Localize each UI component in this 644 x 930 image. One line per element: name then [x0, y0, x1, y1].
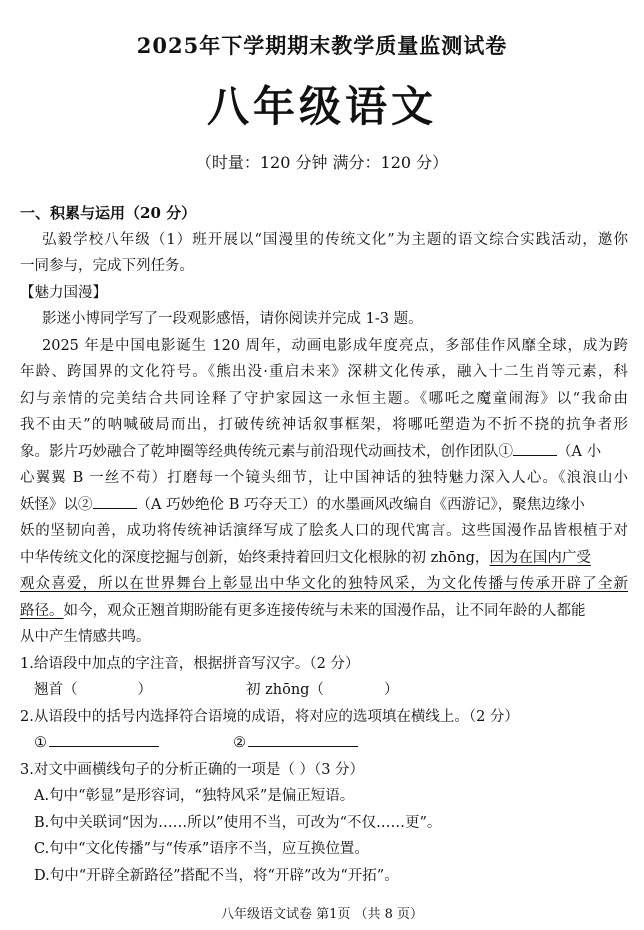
passage-text: 如今，观众正翘首期盼能有更多连接传统与未来的国漫作品，让不同年龄的人都能: [63, 602, 586, 619]
passage-text: 象。影片巧妙融合了乾坤圈等经典传统元素与前沿现代动画技术，创作团队①: [20, 443, 513, 460]
passage-line: 心翼翼 B 一丝不苟）打磨每一个镜头细节，让中国神话的独特魅力深入人心。《浪浪山小: [20, 470, 628, 486]
underlined-sentence: 路径。: [20, 602, 64, 619]
q1-item-1: [34, 677, 152, 704]
q3-option-c: C.句中“文化传播”与“传承”语序不当，应互换位置。: [34, 841, 369, 857]
q2-blank-1-label: ①: [34, 735, 47, 751]
task-line: 影迷小博同学写了一段观影感悟，请你阅读并完成 1-3 题。: [42, 311, 423, 327]
passage-line: [20, 439, 628, 466]
q2-blank-2-label: ②: [233, 735, 246, 751]
passage-line: [20, 545, 628, 572]
question-2-stem: 2.从语段中的括号内选择符合语境的成语，将对应的选项填在横线上。（2 分）: [20, 708, 519, 725]
passage-line: 从中产生情感共鸣。: [20, 629, 151, 645]
passage-line: 我不由天”的呐喊破局而出，打破传统神话叙事框架，将哪吒塑造为不折不挠的抗争者形: [20, 417, 628, 433]
time-info: （时量：120 分钟 满分：120 分）: [195, 153, 449, 172]
passage-text: 中华传统文化的深度挖掘与创新，始终秉持着回归文化根脉的初 zhōng，: [20, 549, 490, 566]
passage-text: 妖怪》以②: [20, 496, 93, 513]
passage-line: 幻与亲情的完美结合共同诠释了守护家园这一永恒主题。《哪吒之魔童闹海》以“我命由: [20, 390, 628, 407]
q1-item-2: [246, 677, 398, 704]
q2-answer-2[interactable]: [248, 730, 358, 747]
passage-line: 年龄、跨国界的文化符号。《熊出没·重启未来》深耕文化传承，融入十二生肖等元素，科: [20, 364, 628, 380]
intro-line-1: 弘毅学校八年级（1）班开展以“国漫里的传统文化”为主题的语文综合实践活动，邀你: [42, 231, 628, 248]
passage-line: 2025 年是中国电影诞生 120 周年，动画电影成年度亮点，多部佳作风靡全球，成为跨: [42, 337, 628, 354]
q3-option-d: D.句中“开辟全新路径”搭配不当，将“开辟”改为“开拓”。: [34, 867, 399, 884]
section-title: 一、积累与运用（20 分）: [20, 204, 197, 222]
passage-text: （A 小: [557, 443, 602, 460]
question-3-stem: 3.对文中画横线句子的分析正确的一项是（ ）（3 分）: [20, 761, 365, 778]
q2-item-2: [233, 730, 358, 757]
question-1-stem: 1.给语段中加点的字注音，根据拼音写汉字。（2 分）: [20, 655, 360, 672]
passage-line: [20, 492, 628, 519]
underlined-sentence: 观众喜爱，所以在世界舞台上彰显出中华文化的独特风采，为文化传播与传承开辟了全新: [20, 576, 628, 592]
q3-option-b: B.句中关联词“因为……所以”使用不当，可改为“不仅……更”。: [34, 814, 442, 831]
underlined-sentence: 因为在国内广受: [489, 549, 591, 566]
subsection-title: 【魅力国漫】: [20, 284, 107, 301]
answer-blank-2[interactable]: [93, 492, 137, 509]
page-footer: 八年级语文试卷 第1页 （共 8 页）: [220, 907, 424, 922]
passage-line: [20, 598, 628, 625]
q1-item-2-end: ）: [383, 682, 399, 698]
q2-answer-1[interactable]: [49, 730, 159, 747]
intro-line-2: 一同参与，完成下列任务。: [20, 258, 194, 274]
question-1-answers: [20, 677, 628, 704]
passage-text: （A 巧妙绝伦 B 巧夺天工）的水墨画风改编自《西游记》，聚焦边缘小: [136, 496, 585, 513]
section-accumulation: [20, 200, 628, 889]
q1-item-1-label: 翘首（: [34, 682, 78, 698]
subject-title: 八年级语文: [206, 82, 437, 131]
exam-header: [0, 0, 644, 173]
q3-option-a: A.句中“彰显”是形容词，“独特风采”是偏正短语。: [34, 788, 355, 804]
passage: [20, 333, 628, 651]
exam-title: 2025年下学期期末教学质量监测试卷: [136, 33, 508, 58]
passage-line: 妖的坚韧向善，成功将传统神话演绎写成了脍炙人口的现代寓言。这些国漫作品皆根植于对: [20, 523, 628, 539]
question-2-answers: [20, 730, 628, 757]
q1-item-1-end: ）: [137, 682, 152, 698]
answer-blank-1[interactable]: [513, 439, 557, 456]
q1-item-2-label: 初 zhōng（: [246, 682, 324, 698]
q2-item-1: [34, 730, 159, 757]
